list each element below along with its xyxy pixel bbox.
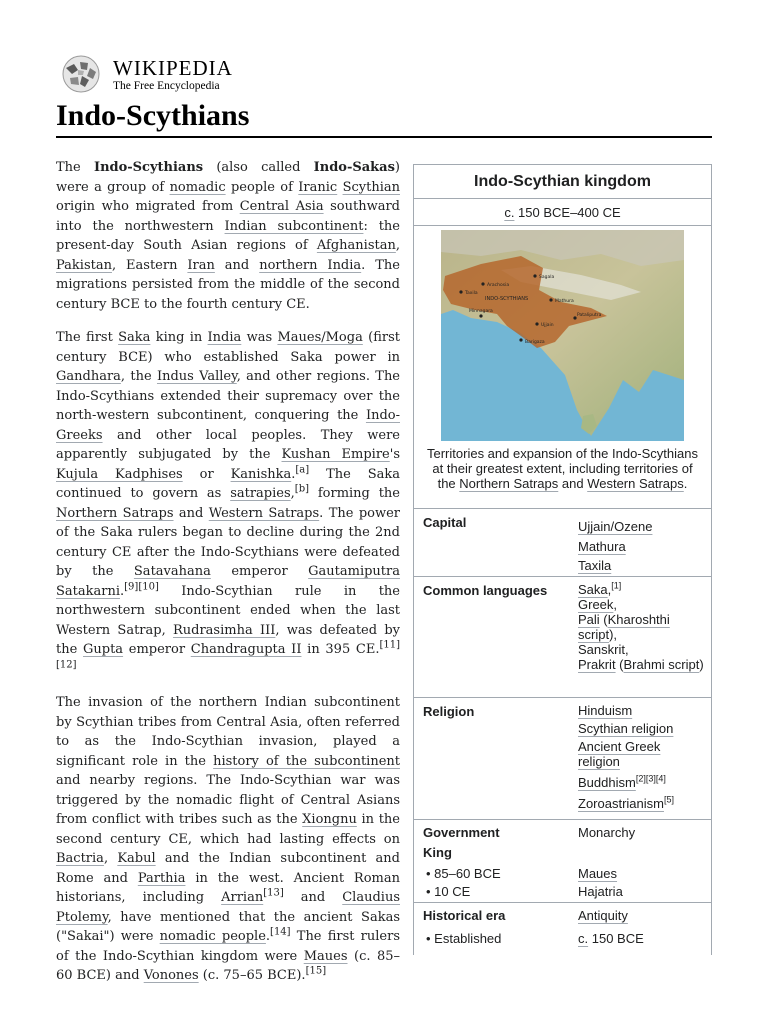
link-kabul[interactable]: Kabul [117, 851, 156, 866]
link-saka[interactable]: Saka [118, 330, 151, 345]
link-maues[interactable]: Maues [303, 948, 348, 964]
king-period-2: • 10 CE [426, 884, 471, 899]
link-taxila[interactable]: Taxila [578, 558, 612, 573]
language-sanskrit: Sanskrit, [578, 642, 629, 657]
site-header [56, 54, 716, 94]
link-kharoshthi[interactable]: Kharoshthi script [578, 612, 670, 642]
link-ujjain[interactable]: Ujjain/Ozene [578, 519, 653, 534]
ref-13[interactable]: [13] [263, 887, 284, 899]
title-divider [56, 136, 712, 138]
king-label: King [423, 845, 452, 860]
link-parthia[interactable]: Parthia [137, 870, 186, 886]
link-claudius-ptolemy[interactable]: Claudius Ptolemy [56, 890, 400, 925]
religion-label: Religion [423, 704, 475, 719]
link-prakrit[interactable]: Prakrit [578, 657, 616, 672]
link-indo-greeks[interactable]: Indo-Greeks [56, 408, 400, 443]
link-buddhism[interactable]: Buddhism [578, 775, 636, 790]
government-label: Government [423, 825, 500, 840]
link-king-maues[interactable]: Maues [578, 866, 618, 881]
link-brahmi[interactable]: Brahmi script [623, 657, 700, 672]
link-gandhara[interactable]: Gandhara [56, 369, 121, 384]
infobox-row-languages [414, 577, 711, 698]
infobox-row-era [414, 903, 711, 955]
link-scythian[interactable]: Scythian [342, 179, 400, 195]
link-satavahana[interactable]: Satavahana [133, 564, 211, 579]
page-title: Indo-Scythians [56, 99, 250, 132]
link-nomadic-people[interactable]: nomadic people [159, 929, 266, 944]
ref-14[interactable]: [14] [270, 926, 291, 938]
map-label-ujjain: Ujjain [541, 323, 554, 328]
link-satrapies[interactable]: satrapies [230, 486, 291, 501]
king-period-1: • 85–60 BCE [426, 866, 501, 881]
link-kushan-empire[interactable]: Kushan Empire [281, 447, 390, 462]
wikipedia-globe-icon[interactable] [56, 54, 106, 94]
established-value: c. 150 BCE [578, 931, 644, 946]
link-gupta[interactable]: Gupta [83, 642, 124, 657]
ref-5[interactable]: [5] [663, 794, 674, 805]
footnote-b[interactable]: [b] [294, 483, 310, 495]
link-pali[interactable]: Pali [578, 612, 600, 627]
link-central-asia[interactable]: Central Asia [239, 199, 324, 214]
link-maues-moga[interactable]: Maues/Moga [277, 330, 363, 345]
footnote-a[interactable]: [a] [295, 464, 310, 476]
era-label: Historical era [423, 908, 506, 923]
indo-scythian-map[interactable] [441, 230, 684, 441]
article-body [56, 158, 400, 1000]
infobox-date: c. 150 BCE–400 CE [414, 199, 711, 226]
link-greek[interactable]: Greek [578, 597, 614, 612]
ref-15[interactable]: [15] [305, 965, 327, 977]
link-history-of-the-subcontinent[interactable]: history of the subcontinent [213, 753, 400, 769]
infobox [413, 164, 712, 955]
map-label-mathura: Mathura [555, 299, 574, 304]
link-vonones[interactable]: Vonones [143, 968, 199, 983]
link-afghanistan[interactable]: Afghanistan [316, 238, 396, 253]
caption-link-northern-satraps[interactable]: Northern Satraps [459, 476, 559, 491]
link-northern-satraps[interactable]: Northern Satraps [56, 505, 174, 521]
caption-link-western-satraps[interactable]: Western Satraps [587, 476, 684, 491]
link-northern-india[interactable]: northern India [259, 257, 362, 273]
link-rudrasimha-iii[interactable]: Rudrasimha III [172, 622, 276, 638]
link-indian-subcontinent[interactable]: Indian subcontinent [224, 218, 364, 234]
established-label: • Established [426, 931, 502, 946]
paragraph-3: The invasion of the northern Indian subcontinent by Scythian tribes from Central Asia, often referred to as the Indo-Scythian invasion, played a significant role in the history of the subcontinent and nearby regions. The Indo-Scythian war was triggered by the nomadic flight of Central Asians from conflict with tribes such as the Xiongnu in the second century CE, which had lasting effects on Bactria, Kabul and the Indian subcontinent and Rome and Parthia in the west. Ancient Roman historians, including Arrian[13] and Claudius Ptolemy, have mentioned that the ancient Sakas ("Sakai") were nomadic people.[14] The first rulers of the Indo-Scythian kingdom were Maues (c. 85–60 BCE) and Vonones (c. 75–65 BCE).[15] [56, 695, 401, 983]
ref-11-12[interactable]: [11][12] [56, 639, 401, 671]
paragraph-1: The Indo-Scythians (also called Indo-Sakas) were a group of nomadic people of Iranic Scythian origin who migrated from Central Asia southward into the northwestern Indian subcontinent: the present-day South Asian regions of Afghanistan, Pakistan, Eastern Iran and northern India. The migrations persisted from the middle of the second century BCE to the fourth century CE. [56, 160, 400, 312]
languages-label: Common languages [423, 583, 548, 598]
link-mathura-capital[interactable]: Mathura [578, 538, 626, 554]
religion-values [578, 703, 704, 811]
wordmark[interactable] [113, 56, 233, 93]
wordmark-title: WIKIPEDIA [113, 56, 233, 80]
link-iran[interactable]: Iran [187, 257, 215, 273]
map-caption: Territories and expansion of the Indo-Scythians at their greatest extent, including territories of the Northern Satraps and Western Satraps. [427, 446, 698, 491]
map-label-pataliputra: Pataliputra [577, 313, 602, 318]
link-nomadic[interactable]: nomadic [169, 179, 226, 195]
link-western-satraps[interactable]: Western Satraps [208, 505, 320, 521]
ref-2-3-4[interactable]: [2][3][4] [635, 773, 666, 784]
link-kujula-kadphises[interactable]: Kujula Kadphises [56, 466, 183, 482]
link-kanishka[interactable]: Kanishka [230, 466, 292, 482]
infobox-row-capital [414, 509, 711, 577]
link-arrian[interactable]: Arrian [221, 890, 264, 905]
link-scythian-religion[interactable]: Scythian religion [578, 721, 674, 736]
infobox-title: Indo-Scythian kingdom [414, 165, 711, 199]
link-chandragupta-ii[interactable]: Chandragupta II [190, 642, 302, 657]
link-hinduism[interactable]: Hinduism [578, 703, 633, 718]
government-value: Monarchy [578, 825, 636, 840]
infobox-row-religion [414, 698, 711, 820]
capital-values [578, 517, 704, 576]
capital-label: Capital [423, 515, 467, 530]
map-label-minnagara: Minnagara [469, 309, 493, 314]
map-label-sagala: Sagala [539, 275, 555, 280]
map-label-indo-scythians: INDO-SCYTHIANS [485, 296, 529, 302]
infobox-row-government [414, 820, 711, 903]
circa-link[interactable]: c. [504, 204, 515, 220]
ref-9-10[interactable]: [9][10] [124, 581, 159, 593]
link-ancient-greek-religion[interactable]: Ancient Greek religion [578, 739, 661, 769]
circa-link-established[interactable]: c. [578, 931, 589, 946]
infobox-map-section [414, 226, 711, 509]
paragraph-2: The first Saka king in India was Maues/Moga (first century BCE) who established Saka power in Gandhara, the Indus Valley, and other regions. The Indo-Scythians extended their supremacy over the north-western subcontinent, conquering the Indo-Greeks and other local peoples. They were apparently subjugated by the Kushan Empire's Kujula Kadphises or Kanishka.[a] The Saka continued to govern as satrapies,[b] forming the Northern Satraps and Western Satraps. The power of the Saka rulers began to decline during the 2nd century CE after the Indo-Scythians were defeated by the Satavahana emperor Gautamiputra Satakarni.[9][10] Indo-Scythian rule in the northwestern subcontinent ended when the last Western Satrap, Rudrasimha III, was defeated by the Gupta emperor Chandragupta II in 395 CE.[11][12] [56, 330, 401, 671]
languages-values: Saka,[1] Greek, Pali (Kharoshthi script), Sanskrit, Prakrit (Brahmi script) [578, 580, 704, 672]
link-gautamiputra-satakarni[interactable]: Gautamiputra Satakarni [56, 564, 400, 599]
link-bactria[interactable]: Bactria [56, 851, 104, 866]
link-iranic[interactable]: Iranic [298, 179, 338, 195]
link-antiquity[interactable]: Antiquity [578, 908, 628, 923]
map-label-taxila: Taxila [465, 291, 478, 296]
ref-1[interactable]: [1] [611, 580, 622, 591]
link-xiongnu[interactable]: Xiongnu [302, 812, 357, 827]
link-india[interactable]: India [207, 330, 242, 345]
link-saka-language[interactable]: Saka [578, 582, 608, 597]
link-pakistan[interactable]: Pakistan [56, 257, 112, 273]
map-label-barigaza: Barigaza [525, 340, 545, 345]
map-label-arachosia: Arachosia [487, 283, 510, 288]
wordmark-tagline: The Free Encyclopedia [113, 80, 220, 92]
link-zoroastrianism[interactable]: Zoroastrianism [578, 796, 664, 811]
king-hajatria: Hajatria [578, 884, 623, 899]
link-indus-valley[interactable]: Indus Valley [156, 369, 237, 384]
